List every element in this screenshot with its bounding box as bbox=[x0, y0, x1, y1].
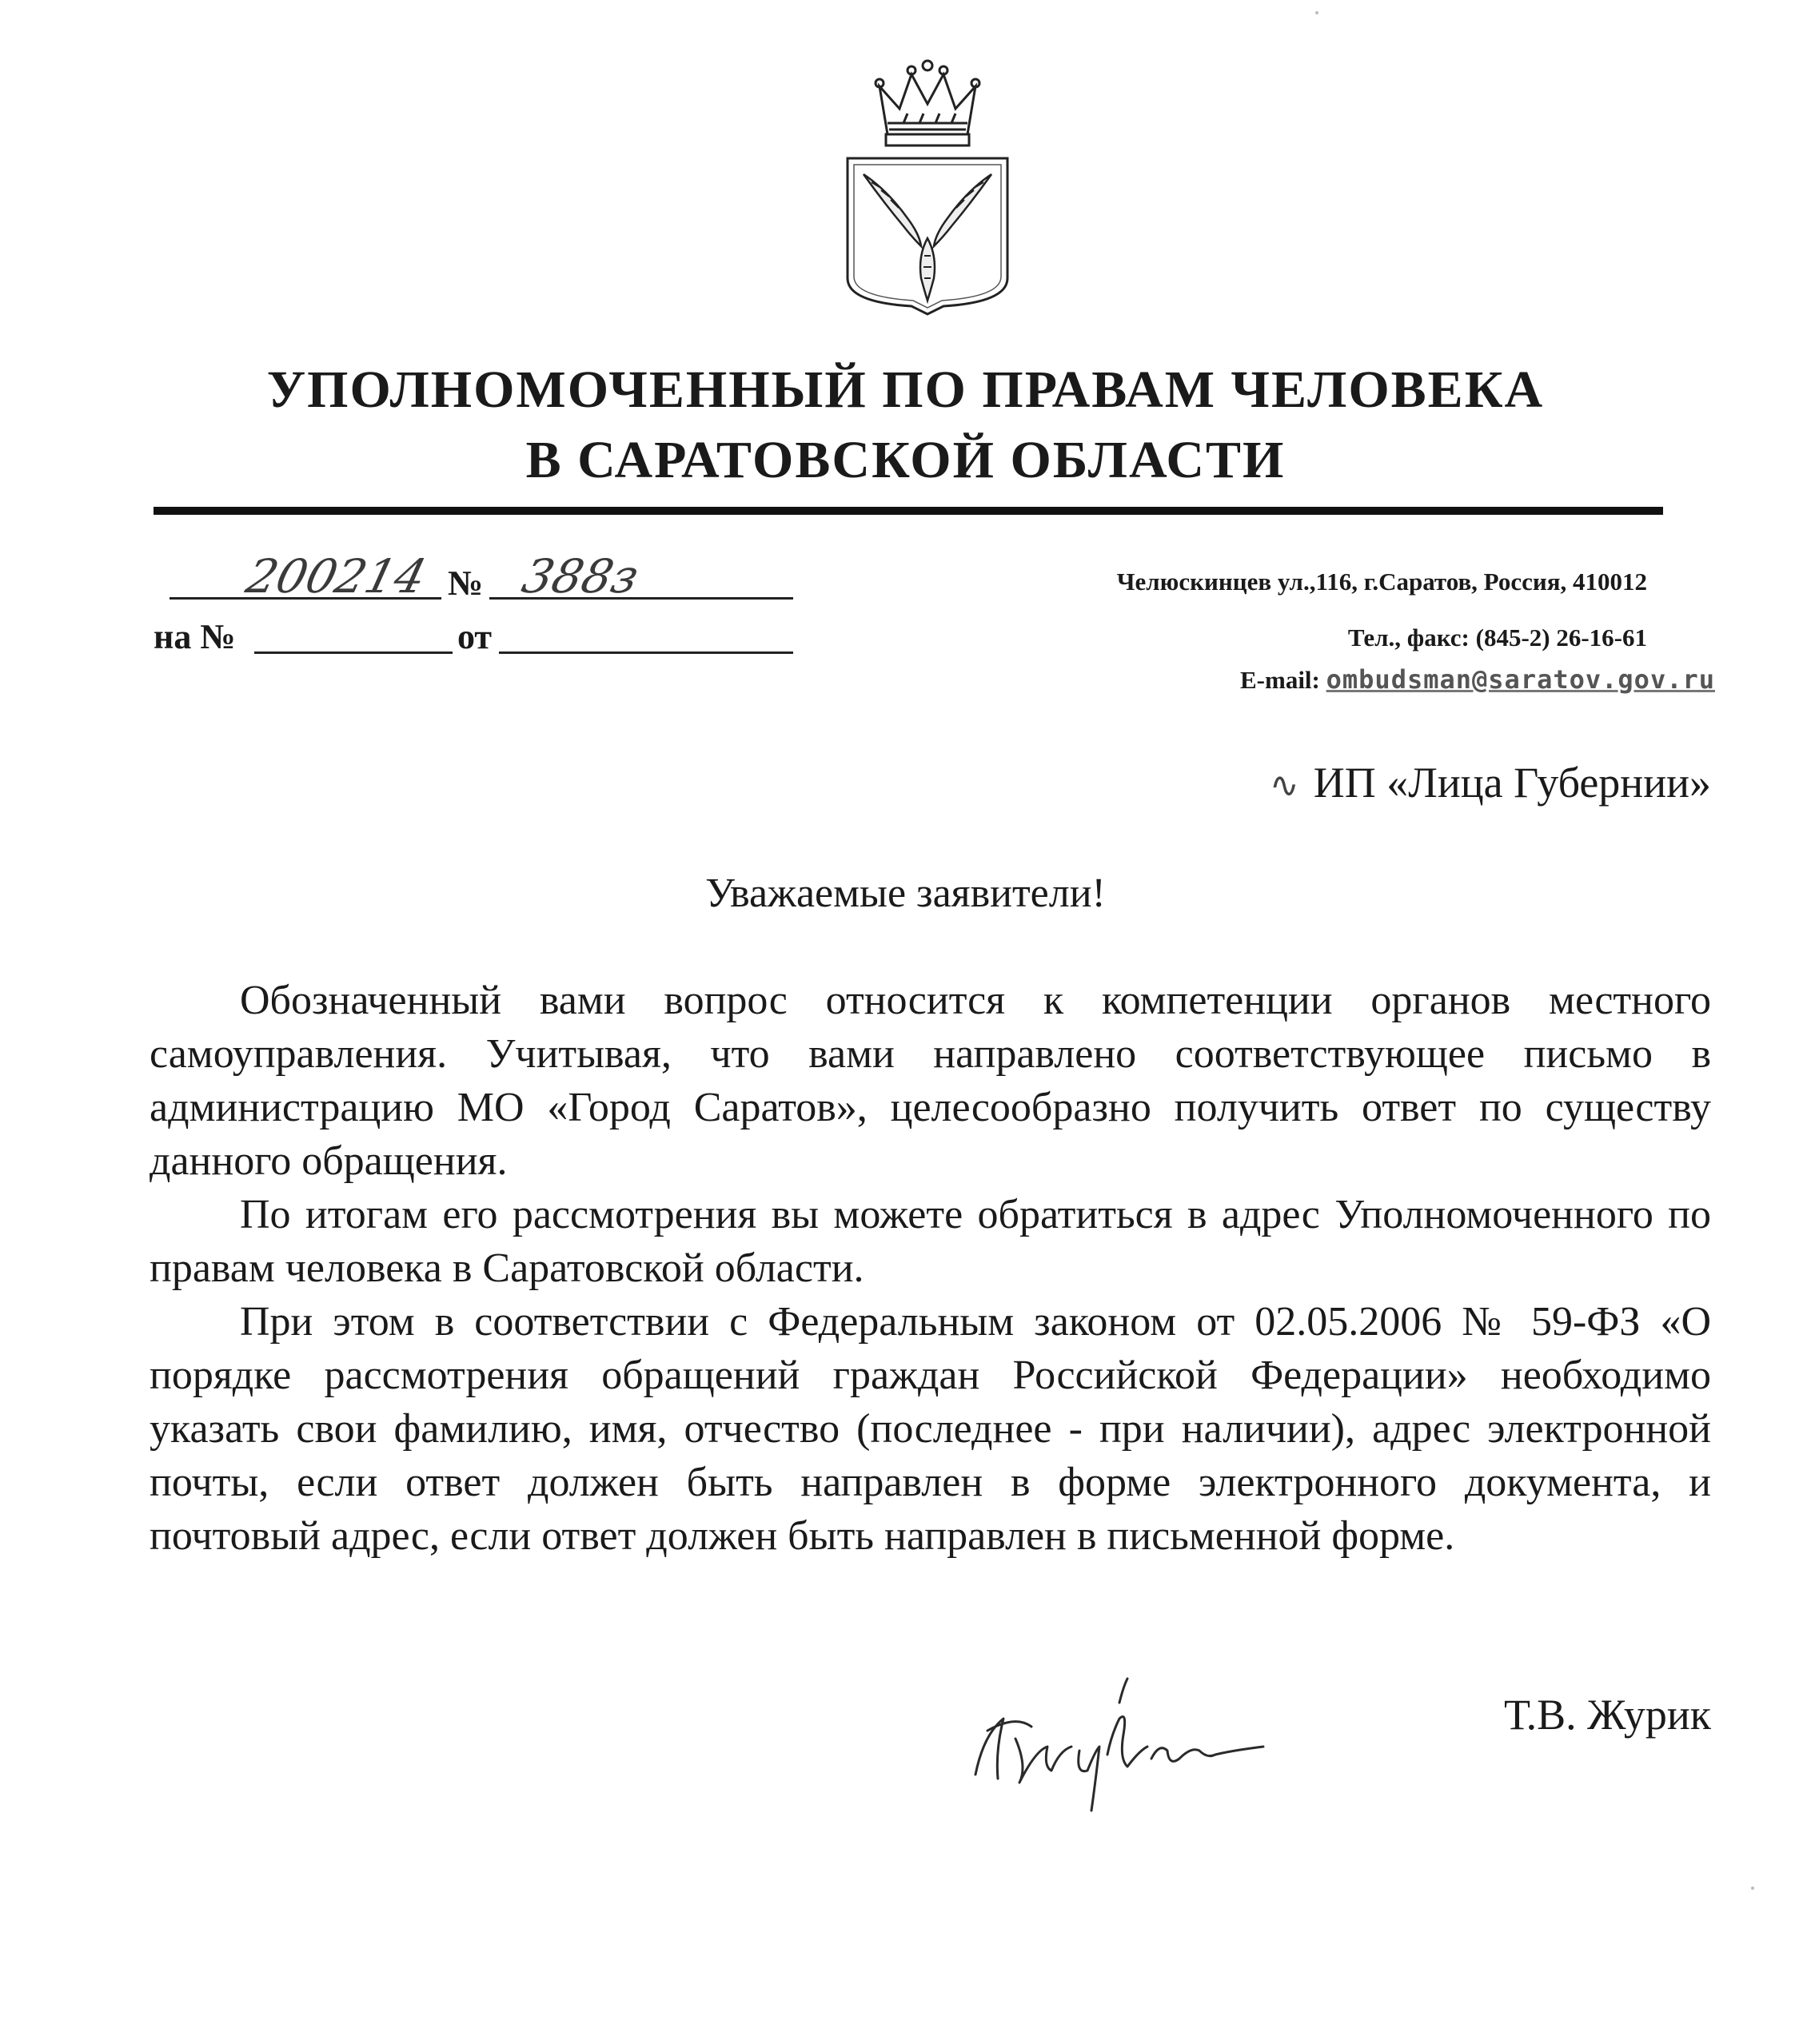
handwritten-signature bbox=[959, 1671, 1279, 1823]
recipient-mark: ∿ bbox=[1269, 765, 1299, 806]
organization-title-line-1: УПОЛНОМОЧЕННЫЙ ПО ПРАВАМ ЧЕЛОВЕКА bbox=[266, 361, 1545, 419]
signatory-name: Т.В. Журик bbox=[1504, 1691, 1711, 1739]
sturgeon-fish-icon bbox=[864, 174, 991, 301]
address-text: Челюскинцев ул.,116, г.Саратов, Россия, 410012 bbox=[1116, 568, 1647, 596]
body-paragraph: По итогам его рассмотрения вы можете обратиться в адрес Уполномоченного по правам человека в Саратовской области. bbox=[150, 1192, 1711, 1291]
handwritten-date: 200214 bbox=[241, 549, 432, 604]
from-date-blank-line bbox=[499, 651, 793, 654]
organization-title-line-2: В САРАТОВСКОЙ ОБЛАСТИ bbox=[525, 431, 1286, 489]
from-label: от bbox=[457, 617, 493, 656]
email-label: E-mail: bbox=[1240, 666, 1320, 694]
number-sign-label: № bbox=[448, 564, 484, 603]
body-paragraph: Обозначенный вами вопрос относится к компетенции органов местного самоуправления. Учитывая, что вами направлено соответствующее письмо в администрацию МО «Город Саратов», целесообразно получить ответ по существу данного обращения. bbox=[150, 978, 1711, 1184]
recipient-line bbox=[1269, 759, 1711, 807]
phone-fax-text: Тел., факс: (845-2) 26-16-61 bbox=[1347, 624, 1647, 651]
handwritten-number: 388з bbox=[517, 549, 644, 604]
scan-speck bbox=[1751, 1887, 1754, 1890]
letter-body bbox=[150, 974, 1711, 1563]
email-row bbox=[1240, 664, 1715, 695]
reply-number-blank-line bbox=[254, 651, 453, 654]
body-paragraph: При этом в соответствии с Федеральным законом от 02.05.2006 № 59-ФЗ «О порядке рассмотрения обращений граждан Российской Федерации» необходимо указать свои фамилию, имя, отчество (последнее - при наличии), адрес электронной почты, если ответ должен быть направлен в форме электронного документа, и почтовый адрес, если ответ должен быть направлен в письменной форме. bbox=[150, 1299, 1711, 1559]
reply-to-label: на № bbox=[154, 617, 236, 656]
crown-icon bbox=[876, 61, 979, 145]
scan-speck bbox=[1315, 11, 1318, 14]
recipient-name: ИП «Лица Губернии» bbox=[1313, 759, 1711, 807]
coat-of-arms-emblem bbox=[832, 46, 1023, 318]
header-divider bbox=[154, 507, 1663, 515]
salutation: Уважаемые заявители! bbox=[705, 871, 1106, 916]
email-link[interactable]: ombudsman@saratov.gov.ru bbox=[1326, 664, 1715, 695]
